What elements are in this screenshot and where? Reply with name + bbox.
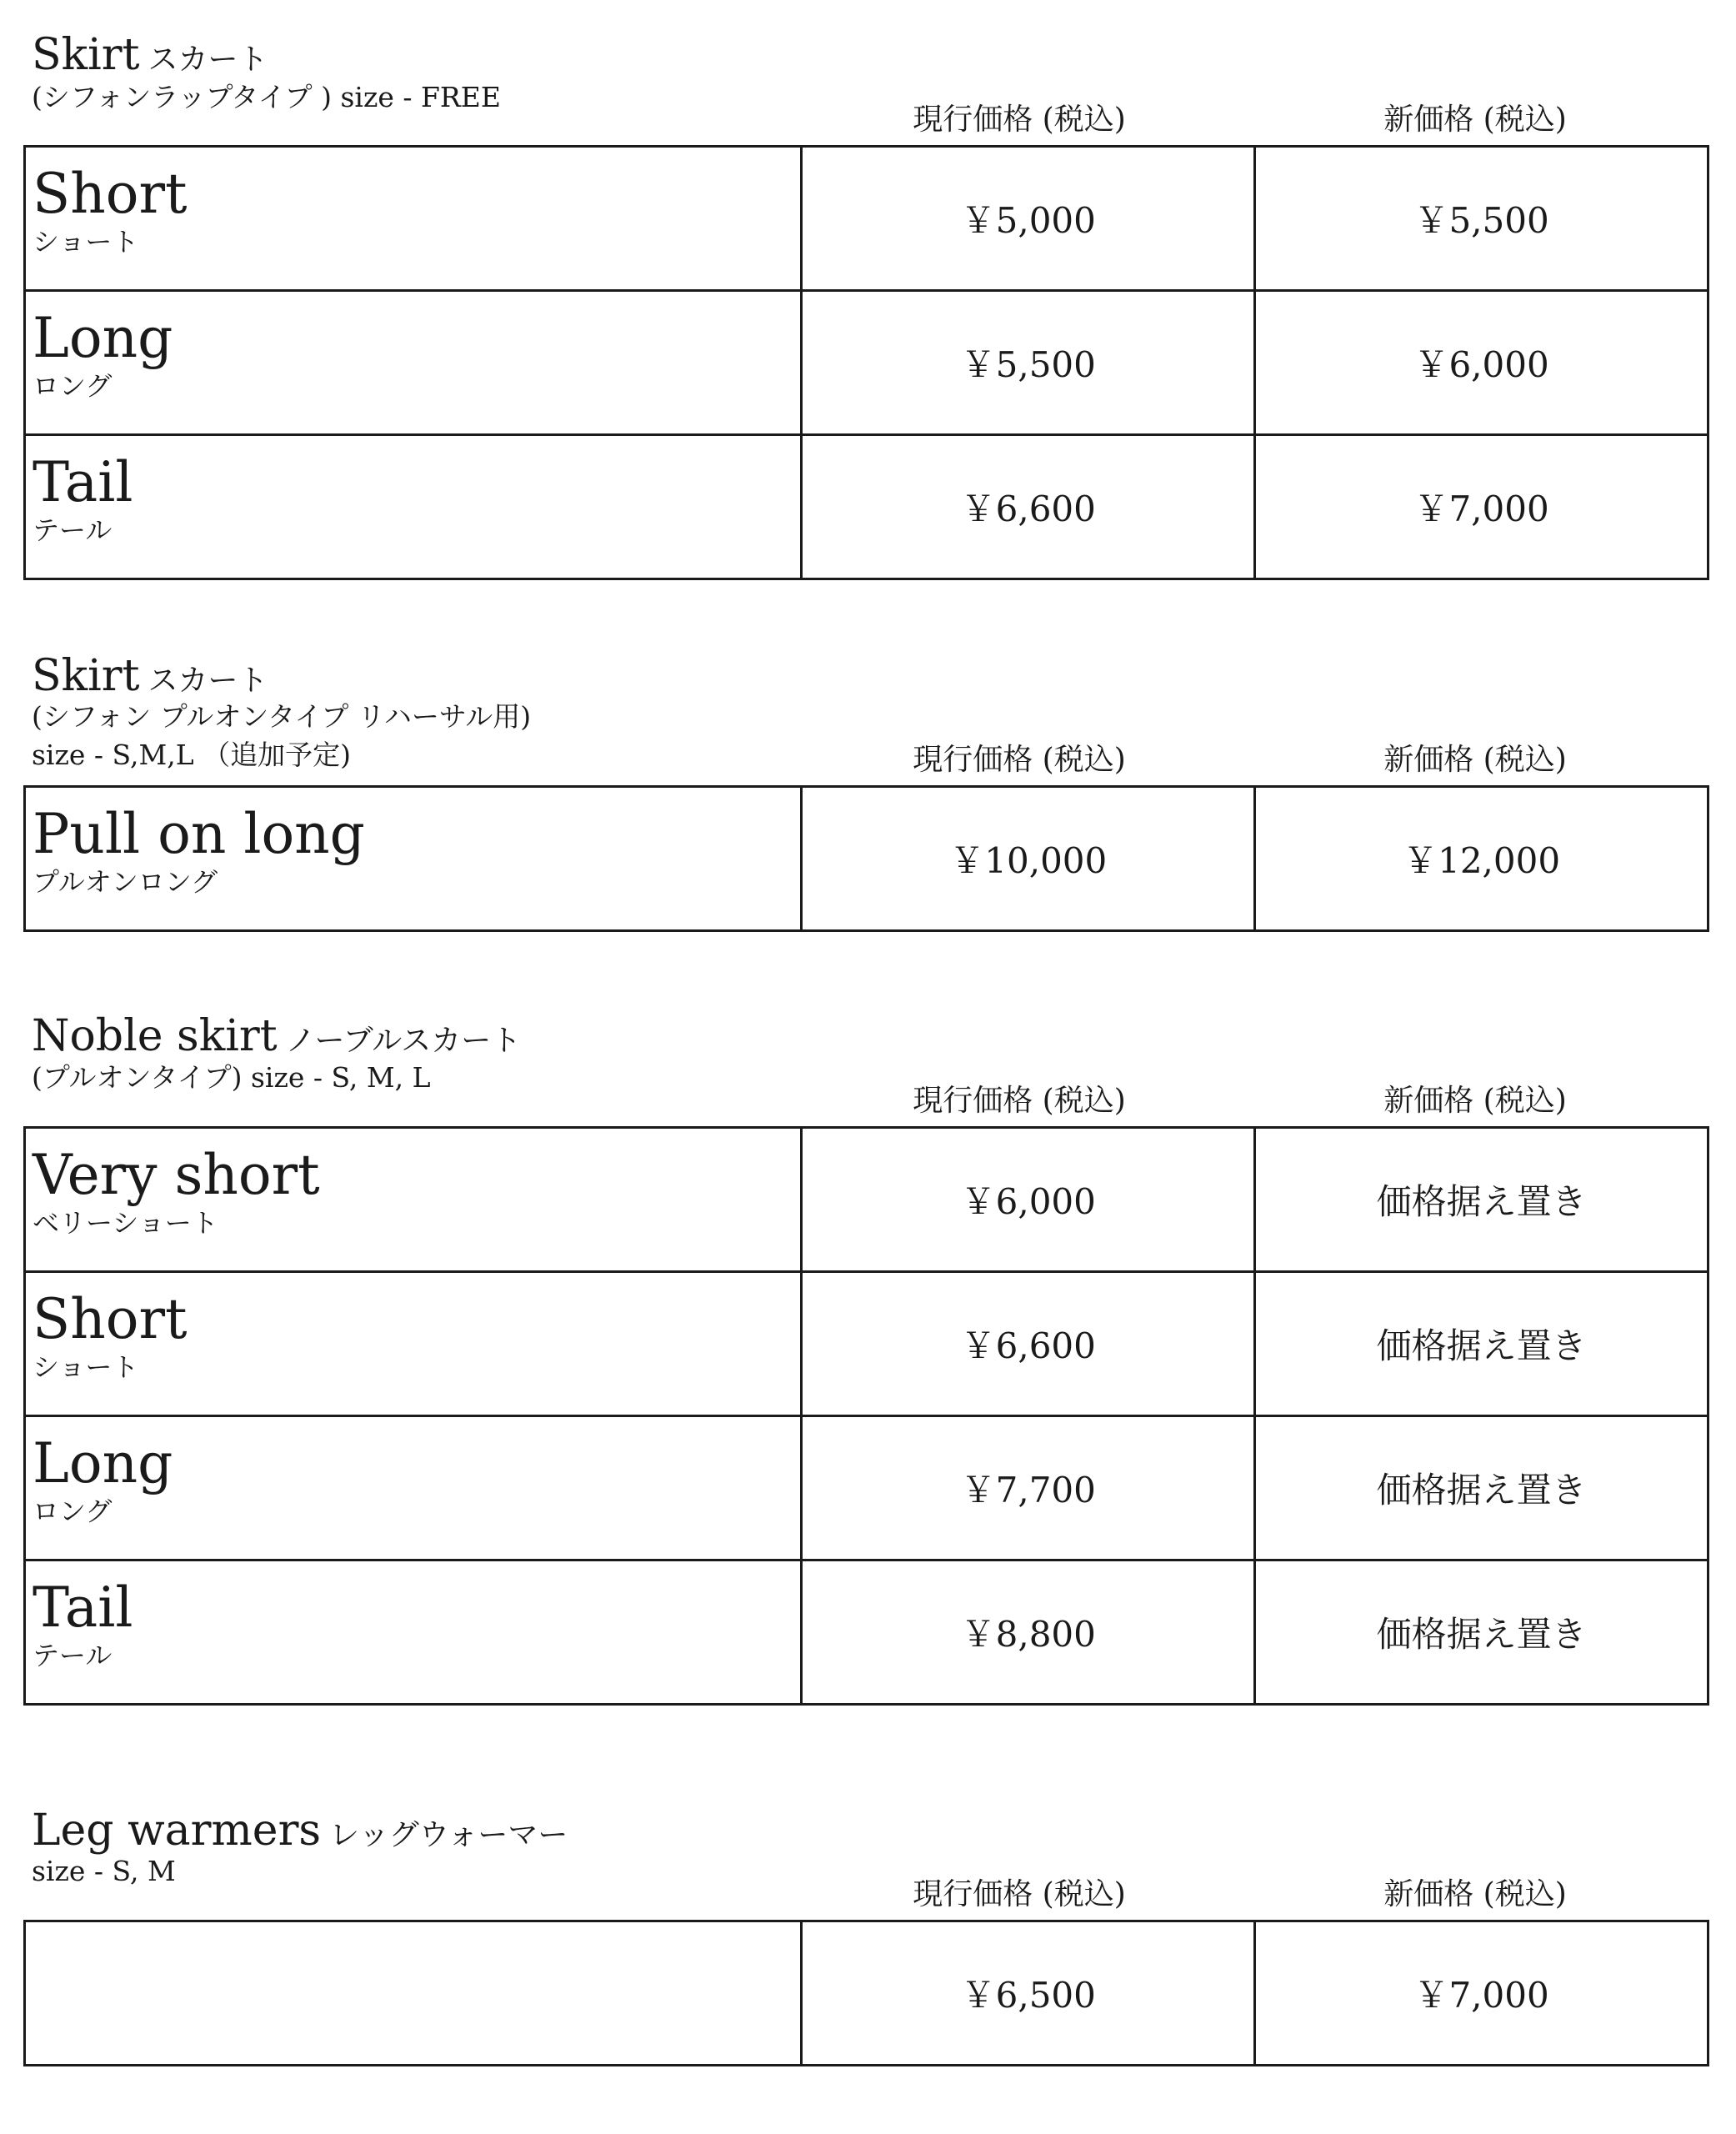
item-name-en: Tail [33, 450, 133, 514]
new-price: ￥7,000 [1255, 435, 1708, 579]
col-header-current: 現行価格 (税込) [913, 1877, 1126, 1911]
table-row [25, 1560, 1708, 1705]
new-price: ￥7,000 [1255, 1921, 1708, 2066]
current-price: ￥5,000 [802, 147, 1255, 291]
item-name-en: Very short [33, 1143, 320, 1207]
price-table [23, 145, 1709, 580]
title-jp: スカート [148, 664, 268, 698]
item-cell [25, 147, 802, 291]
col-header-new: 新価格 (税込) [1383, 1877, 1567, 1911]
item-name-jp: ロング [33, 1495, 113, 1527]
col-header-new: 新価格 (税込) [1383, 743, 1567, 777]
price-table [23, 785, 1709, 932]
current-price: ￥6,500 [802, 1921, 1255, 2066]
current-price: ￥5,500 [802, 291, 1255, 435]
item-name-jp: テール [33, 1640, 113, 1671]
section-title [32, 30, 268, 80]
title-en: Leg warmers [32, 1806, 322, 1856]
new-price: 価格据え置き [1255, 1128, 1708, 1272]
title-en: Skirt [32, 30, 140, 80]
section-subtitle: (プルオンタイプ) size - S, M, L [32, 1061, 431, 1094]
title-en: Noble skirt [32, 1011, 278, 1061]
col-header-current: 現行価格 (税込) [913, 743, 1126, 777]
new-price: 価格据え置き [1255, 1272, 1708, 1416]
new-price: ￥5,500 [1255, 147, 1708, 291]
table-row [25, 1272, 1708, 1416]
col-header-current: 現行価格 (税込) [913, 103, 1126, 137]
item-name-jp: ベリーショート [33, 1207, 218, 1239]
title-en: Skirt [32, 651, 140, 701]
section-subtitle: (シフォン プルオンタイプ リハーサル用) [32, 700, 532, 733]
current-price: ￥6,000 [802, 1128, 1255, 1272]
table-row [25, 291, 1708, 435]
item-name-jp: ショート [33, 1351, 139, 1383]
item-cell [25, 1560, 802, 1705]
current-price: ￥7,700 [802, 1416, 1255, 1560]
table-row [25, 787, 1708, 931]
title-jp: スカート [148, 43, 268, 77]
table-row [25, 147, 1708, 291]
item-name-en: Long [33, 306, 173, 370]
price-table [23, 1920, 1709, 2066]
item-name-en: Short [33, 1287, 188, 1351]
item-name-en: Short [33, 162, 188, 226]
current-price: ￥8,800 [802, 1560, 1255, 1705]
item-cell [25, 1921, 802, 2066]
section-title [32, 651, 268, 701]
section-title [32, 1806, 568, 1856]
table-row [25, 435, 1708, 579]
table-row [25, 1416, 1708, 1560]
item-name-jp: プルオンロング [33, 866, 218, 898]
table-row [25, 1128, 1708, 1272]
item-name-en: Long [33, 1431, 173, 1495]
item-cell [25, 435, 802, 579]
item-cell [25, 291, 802, 435]
section-title [32, 1011, 522, 1061]
new-price: 価格据え置き [1255, 1560, 1708, 1705]
new-price: ￥6,000 [1255, 291, 1708, 435]
new-price: ￥12,000 [1255, 787, 1708, 931]
item-cell [25, 787, 802, 931]
current-price: ￥6,600 [802, 1272, 1255, 1416]
item-cell [25, 1128, 802, 1272]
current-price: ￥6,600 [802, 435, 1255, 579]
item-name-jp: ロング [33, 370, 113, 402]
title-jp: レッグウォーマー [329, 1818, 568, 1852]
title-jp: ノーブルスカート [285, 1024, 522, 1058]
item-name-en: Tail [33, 1575, 133, 1640]
price-table [23, 1126, 1709, 1706]
col-header-current: 現行価格 (税込) [913, 1084, 1126, 1118]
item-cell [25, 1272, 802, 1416]
section-subtitle-2: size - S,M,L （追加予定) [32, 739, 352, 771]
item-name-jp: ショート [33, 226, 139, 258]
section-subtitle: (シフォンラップタイプ ) size - FREE [32, 81, 501, 113]
item-name-en: Pull on long [33, 802, 365, 866]
section-subtitle: size - S, M [32, 1855, 176, 1887]
new-price: 価格据え置き [1255, 1416, 1708, 1560]
table-row [25, 1921, 1708, 2066]
item-cell [25, 1416, 802, 1560]
item-name-jp: テール [33, 514, 113, 546]
col-header-new: 新価格 (税込) [1383, 103, 1567, 137]
col-header-new: 新価格 (税込) [1383, 1084, 1567, 1118]
current-price: ￥10,000 [802, 787, 1255, 931]
